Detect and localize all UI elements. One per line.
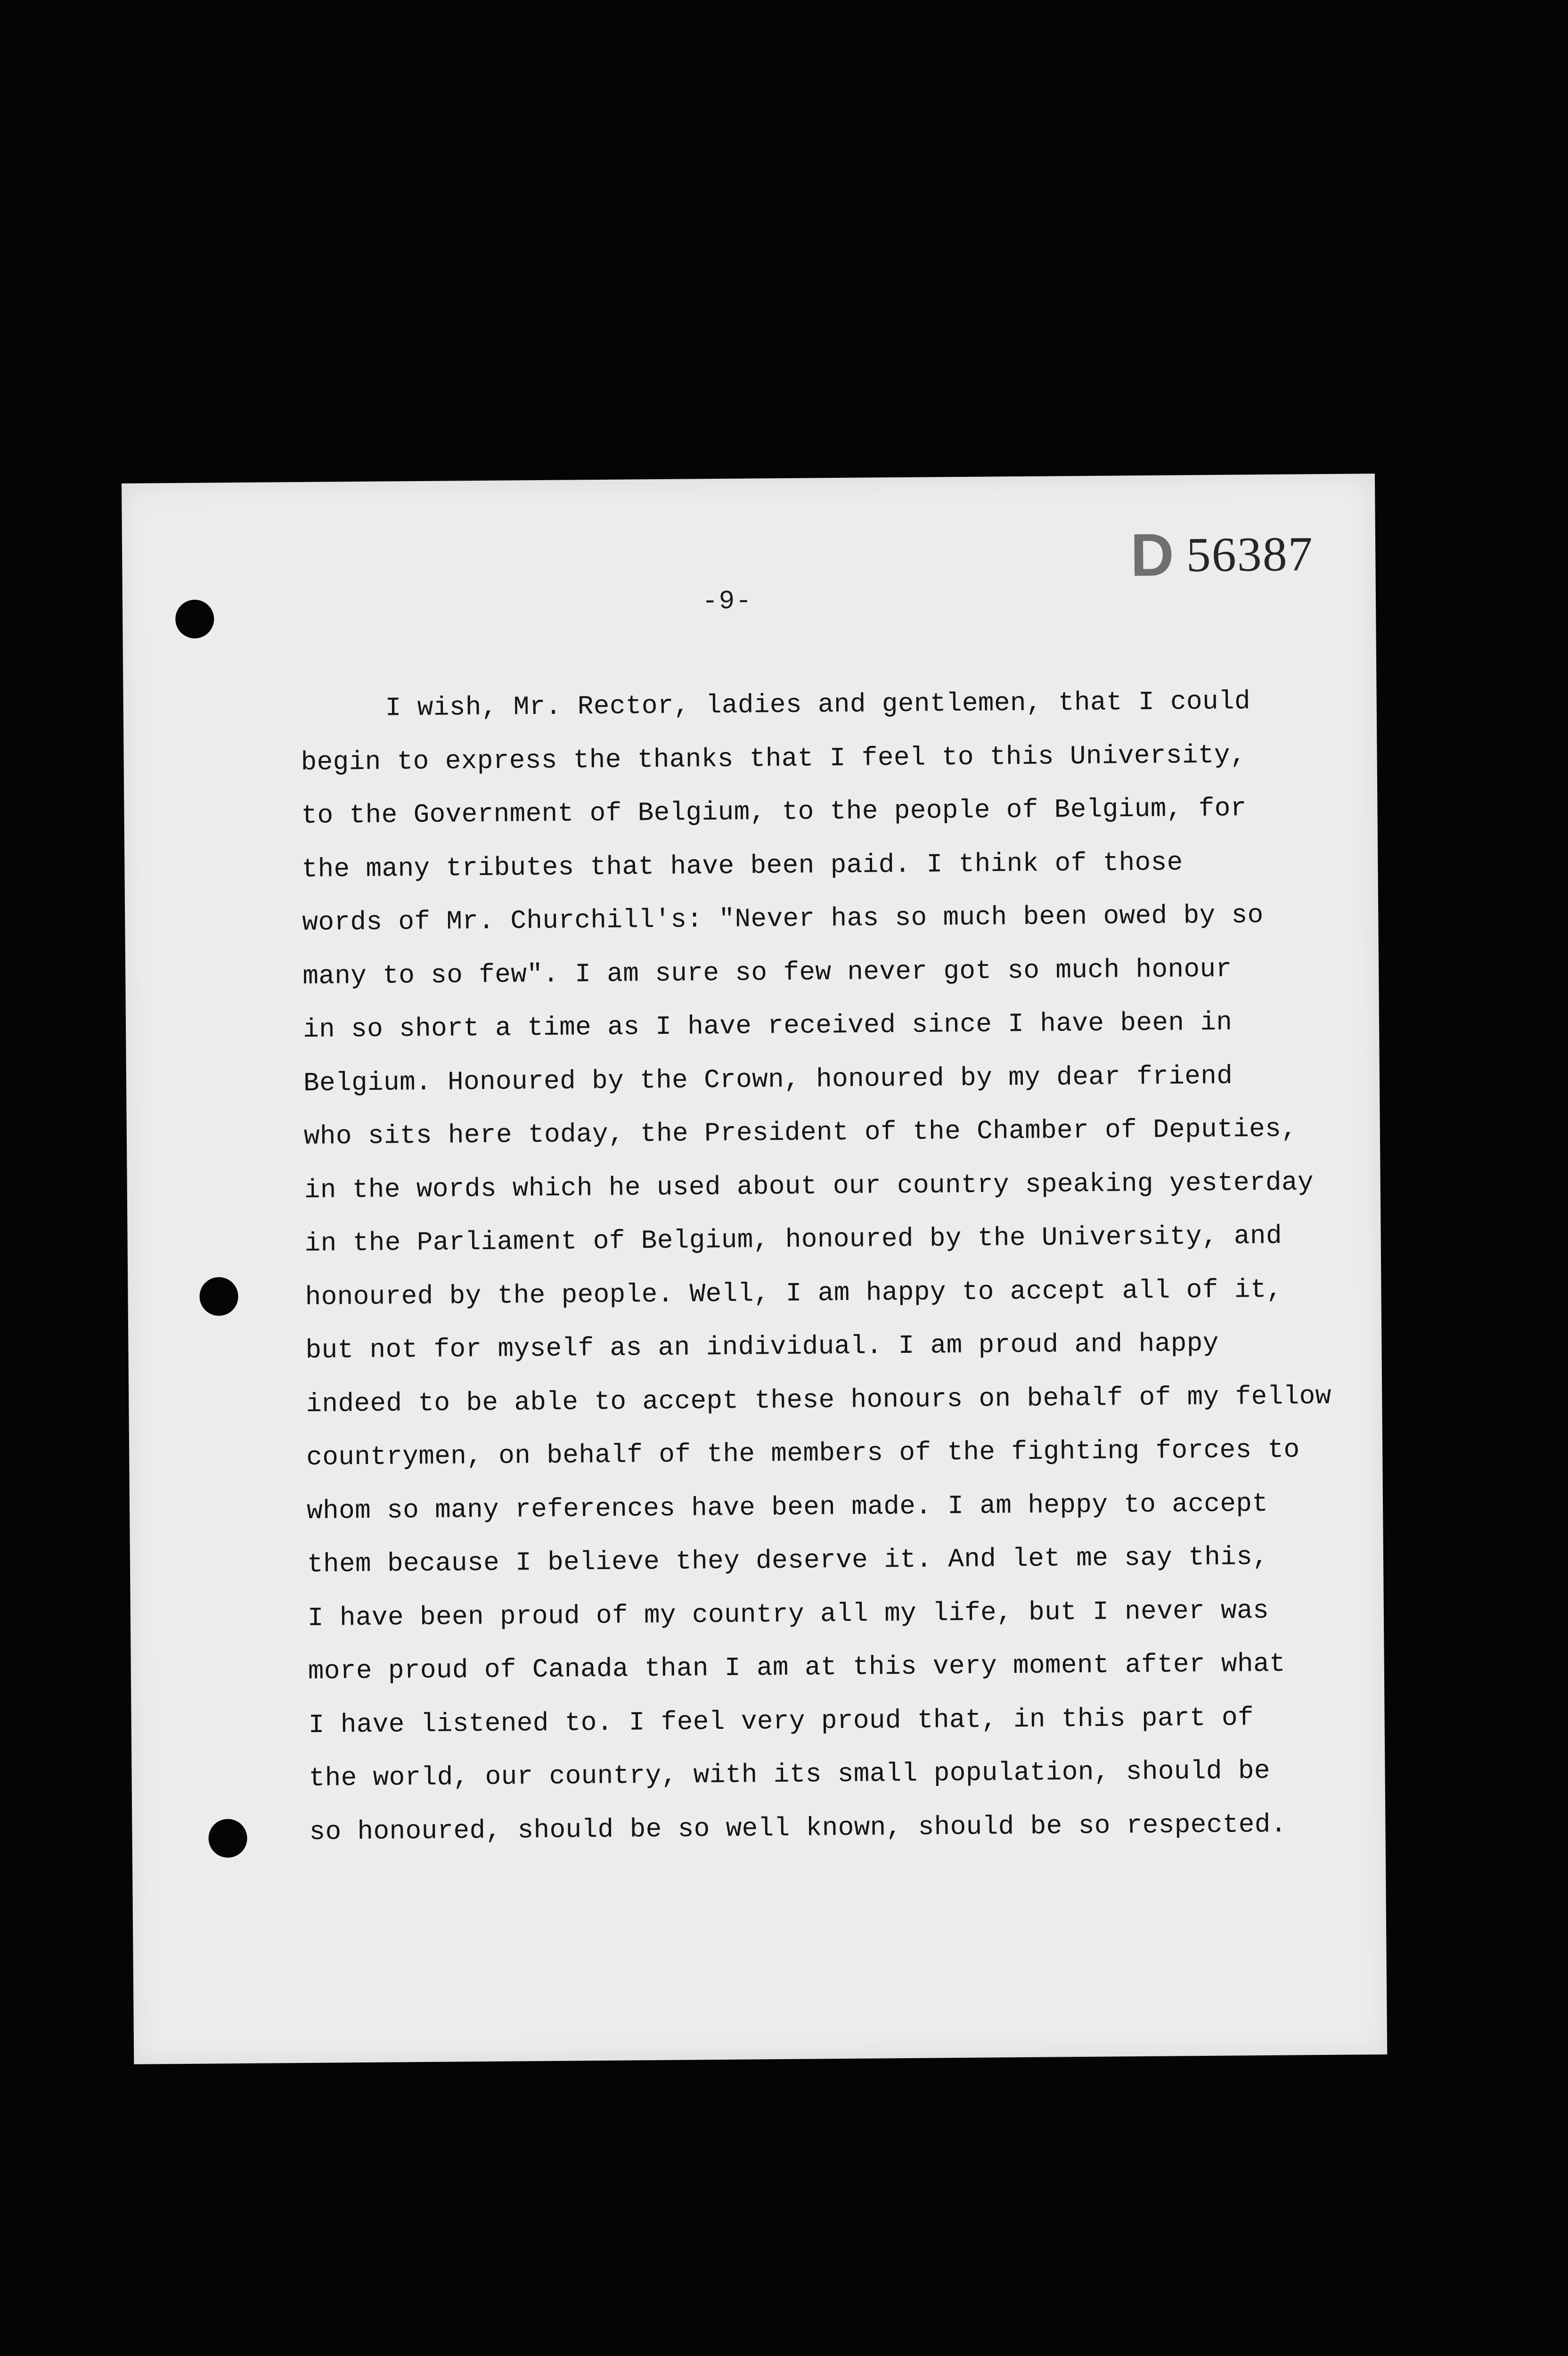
speech-text — [300, 674, 1370, 1859]
document-page — [122, 474, 1387, 2064]
text-line: countrymen, on behalf of the members of the fighting forces to — [306, 1434, 1300, 1472]
text-line: who sits here today, the President of the Chamber of Deputies, — [303, 1113, 1298, 1152]
text-line: in the words which he used about our country speaking yesterday — [304, 1167, 1314, 1205]
text-line: whom so many references have been made. I am heppy to accept — [306, 1488, 1268, 1526]
text-line: indeed to be able to accept these honours on behalf of my fellow — [306, 1381, 1331, 1419]
text-line: the world, our country, with its small population, should be — [309, 1755, 1271, 1793]
text-line: I have been proud of my country all my life, but I never was — [307, 1595, 1269, 1633]
text-line: I wish, Mr. Rector, ladies and gentlemen, that I could — [385, 686, 1251, 723]
punch-hole-bottom — [208, 1819, 247, 1858]
stamp-number: 56387 — [1186, 527, 1314, 582]
text-line: to the Government of Belgium, to the people of Belgium, for — [301, 793, 1247, 831]
text-line: honoured by the people. Well, I am happy to accept all of it, — [305, 1274, 1283, 1312]
archive-stamp — [1130, 521, 1314, 597]
text-line: the many tributes that have been paid. I think of those — [302, 847, 1183, 884]
text-line: so honoured, should be so well known, should be so respected. — [309, 1809, 1287, 1847]
text-line: I have listened to. I feel very proud that, in this part of — [308, 1702, 1254, 1740]
text-line: begin to express the thanks that I feel to this University, — [301, 739, 1247, 777]
text-line: many to so few". I am sure so few never got so much honour — [302, 954, 1232, 991]
text-line: Belgium. Honoured by the Crown, honoured by my dear friend — [303, 1061, 1233, 1098]
punch-hole-middle — [199, 1277, 238, 1316]
page-number: -9- — [702, 586, 753, 617]
punch-hole-top — [175, 599, 214, 638]
text-line: them because I believe they deserve it. And let me say this, — [307, 1541, 1269, 1579]
text-line: in so short a time as I have received since I have been in — [302, 1007, 1233, 1045]
stamp-letter: D — [1130, 521, 1175, 589]
text-line: words of Mr. Churchill's: "Never has so much been owed by so — [302, 900, 1264, 938]
text-line: more proud of Canada than I am at this very moment after what — [308, 1648, 1286, 1686]
text-line: in the Parliament of Belgium, honoured by the University, and — [304, 1220, 1282, 1259]
text-line: but not for myself as an individual. I am proud and happy — [305, 1328, 1219, 1366]
